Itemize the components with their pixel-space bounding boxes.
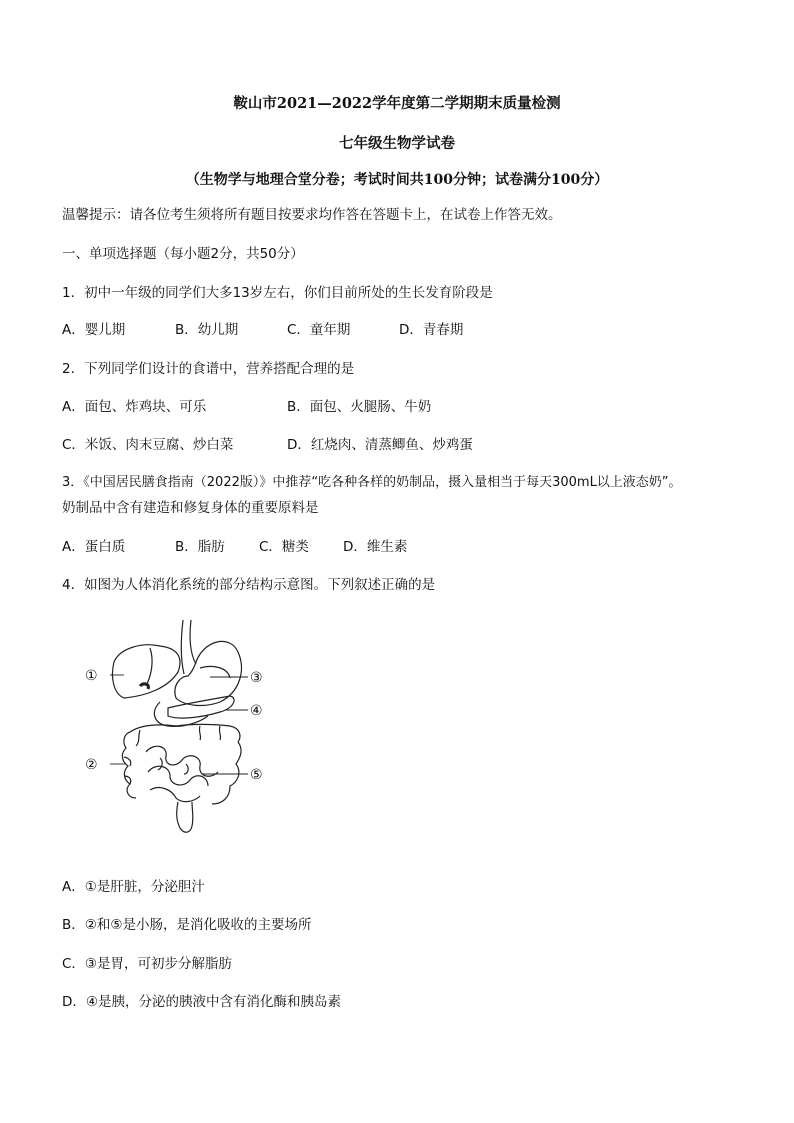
figure-label-3: ③: [250, 670, 263, 686]
question-4-option-c: C．③是胃，可初步分解脂肪: [62, 956, 233, 972]
question-1-option-a: A．婴儿期: [62, 322, 126, 338]
section-heading: 一、单项选择题（每小题2分，共50分）: [62, 246, 304, 262]
question-1-option-d: D．青春期: [399, 322, 464, 338]
question-4-option-d: D．④是胰，分泌的胰液中含有消化酶和胰岛素: [62, 994, 341, 1010]
figure-label-2: ②: [85, 757, 98, 773]
question-4-option-a: A．①是肝脏，分泌胆汁: [62, 879, 205, 895]
question-2-option-b: B．面包、火腿肠、牛奶: [287, 399, 432, 415]
question-2-option-d: D．红烧肉、清蒸鲫鱼、炒鸡蛋: [287, 437, 473, 453]
question-3-option-d: D．维生素: [343, 539, 408, 555]
digestive-system-figure: [80, 612, 320, 842]
question-2-option-c: C．米饭、肉末豆腐、炒白菜: [62, 437, 234, 453]
reminder-text: 温馨提示：请各位考生须将所有题目按要求均作答在答题卡上，在试卷上作答无效。: [62, 207, 562, 223]
question-3-stem: 3．《中国居民膳食指南（2022版）》中推荐“吃各种各样的奶制品，摄入量相当于每天300mL以上液态奶”。: [62, 475, 682, 490]
figure-label-4: ④: [250, 703, 263, 719]
figure-label-5: ⑤: [250, 767, 263, 783]
exam-title: 鞍山市2021—2022学年度第二学期期末质量检测: [233, 95, 561, 112]
question-1-stem: 1．初中一年级的同学们大多13岁左右，你们目前所处的生长发育阶段是: [62, 285, 493, 301]
question-1-option-b: B．幼儿期: [175, 322, 239, 338]
question-1-option-c: C．童年期: [287, 322, 351, 338]
question-2-stem: 2．下列同学们设计的食谱中，营养搭配合理的是: [62, 361, 355, 377]
question-3-option-c: C．糖类: [259, 539, 309, 555]
question-4-option-b: B．②和⑤是小肠，是消化吸收的主要场所: [62, 917, 312, 933]
question-3-option-b: B．脂肪: [175, 539, 225, 555]
question-4-stem: 4．如图为人体消化系统的部分结构示意图。下列叙述正确的是: [62, 577, 436, 593]
question-2-option-a: A．面包、炸鸡块、可乐: [62, 399, 207, 415]
exam-subtitle: 七年级生物学试卷: [339, 135, 455, 152]
question-3-stem-continued: 奶制品中含有建造和修复身体的重要原料是: [62, 500, 319, 516]
figure-label-1: ①: [85, 668, 98, 684]
exam-note: （生物学与地理合堂分卷；考试时间共100分钟；试卷满分100分）: [185, 172, 609, 188]
question-3-option-a: A．蛋白质: [62, 539, 126, 555]
